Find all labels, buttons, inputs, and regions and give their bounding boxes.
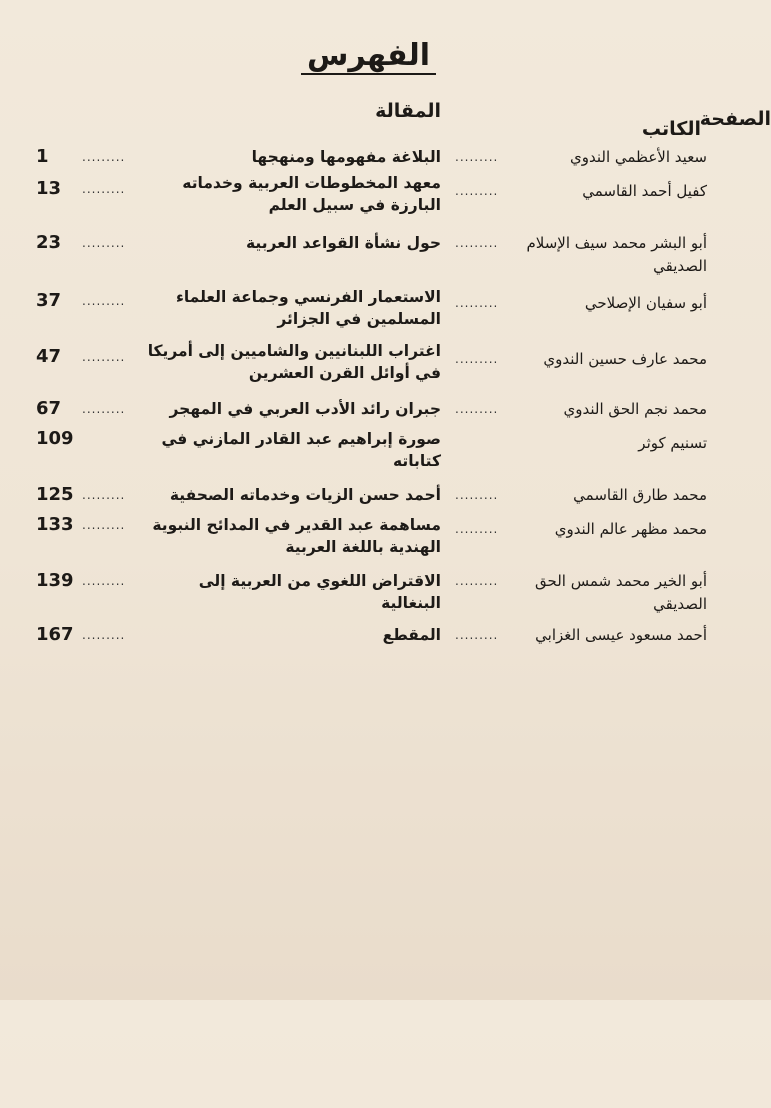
toc-page: 139 bbox=[36, 570, 74, 591]
toc-leader: ......... bbox=[455, 296, 499, 310]
toc-page: 37 bbox=[36, 290, 62, 311]
toc-author: محمد عارف حسين الندوي bbox=[543, 350, 707, 368]
toc-article: المقطع bbox=[382, 626, 441, 644]
toc-leader: ......... bbox=[82, 350, 126, 364]
toc-author: كفيل أحمد القاسمي bbox=[582, 182, 707, 200]
toc-author: أحمد مسعود عيسى الغزابي bbox=[535, 626, 707, 644]
page-column-header: الصفحة bbox=[699, 108, 771, 130]
toc-page: 1 bbox=[36, 146, 49, 167]
toc-article: اغتراب اللبنانيين والشاميين إلى أمريكا في أوائل القرن العشرين bbox=[147, 342, 441, 382]
toc-article: حول نشأة القواعد العربية bbox=[245, 234, 441, 252]
toc-leader: ......... bbox=[455, 352, 499, 366]
toc-article: صورة إبراهيم عبد القادر المازني في كتاباته bbox=[161, 430, 441, 470]
page-title bbox=[0, 38, 737, 73]
toc-article: معهد المخطوطات العربية وخدماته البارزة في سبيل العلم bbox=[182, 174, 441, 214]
toc-leader: ......... bbox=[82, 628, 126, 642]
toc-leader: ......... bbox=[455, 150, 499, 164]
toc-page: 13 bbox=[36, 178, 62, 199]
toc-leader: ......... bbox=[82, 236, 126, 250]
toc-leader: ......... bbox=[82, 574, 126, 588]
toc-author: محمد مظهر عالم الندوي bbox=[554, 520, 707, 538]
toc-article: الاستعمار الفرنسي وجماعة العلماء المسلمين في الجزائر bbox=[175, 288, 441, 328]
toc-article: الاقتراض اللغوي من العربية إلى البنغالية bbox=[198, 572, 441, 612]
toc-article: البلاغة مفهومها ومنهجها bbox=[251, 148, 441, 166]
toc-author: محمد نجم الحق الندوي bbox=[563, 400, 707, 418]
toc-page: 47 bbox=[36, 346, 62, 367]
toc-article: أحمد حسن الزيات وخدماته الصحفية bbox=[169, 486, 441, 504]
toc-leader: ......... bbox=[82, 150, 126, 164]
toc-leader: ......... bbox=[455, 628, 499, 642]
toc-leader: ......... bbox=[455, 574, 499, 588]
toc-leader: ......... bbox=[455, 522, 499, 536]
page-title-text: الفهرس bbox=[301, 38, 436, 75]
toc-leader: ......... bbox=[82, 518, 126, 532]
toc-leader: ......... bbox=[82, 402, 126, 416]
toc-article: جبران رائد الأدب العربي في المهجر bbox=[169, 400, 441, 418]
toc-author: أبو سفيان الإصلاحي bbox=[584, 294, 707, 312]
toc-author: محمد طارق القاسمي bbox=[573, 486, 707, 504]
toc-page: 167 bbox=[36, 624, 74, 645]
toc-leader: ......... bbox=[455, 402, 499, 416]
toc-author: سعيد الأعظمي الندوي bbox=[569, 148, 707, 166]
toc-author: تسنيم كوثر bbox=[638, 434, 707, 452]
toc-leader: ......... bbox=[82, 294, 126, 308]
toc-leader: ......... bbox=[82, 488, 126, 502]
toc-article: مساهمة عبد القدير في المدائح النبوية الهندية باللغة العربية bbox=[152, 516, 441, 556]
toc-leader: ......... bbox=[82, 182, 126, 196]
article-column-header: المقالة bbox=[375, 100, 441, 122]
toc-page: 133 bbox=[36, 514, 74, 535]
toc-author: أبو الخير محمد شمس الحق الصديقي bbox=[535, 572, 707, 613]
toc-page: 67 bbox=[36, 398, 62, 419]
toc-leader: ......... bbox=[455, 236, 499, 250]
author-column-header: الكاتب bbox=[641, 118, 701, 140]
toc-leader: ......... bbox=[455, 184, 499, 198]
toc-author: أبو البشر محمد سيف الإسلام الصديقي bbox=[526, 234, 707, 275]
toc-leader: ......... bbox=[455, 488, 499, 502]
toc-page: 23 bbox=[36, 232, 62, 253]
toc-page: 109 bbox=[36, 428, 74, 449]
toc-page: 125 bbox=[36, 484, 74, 505]
